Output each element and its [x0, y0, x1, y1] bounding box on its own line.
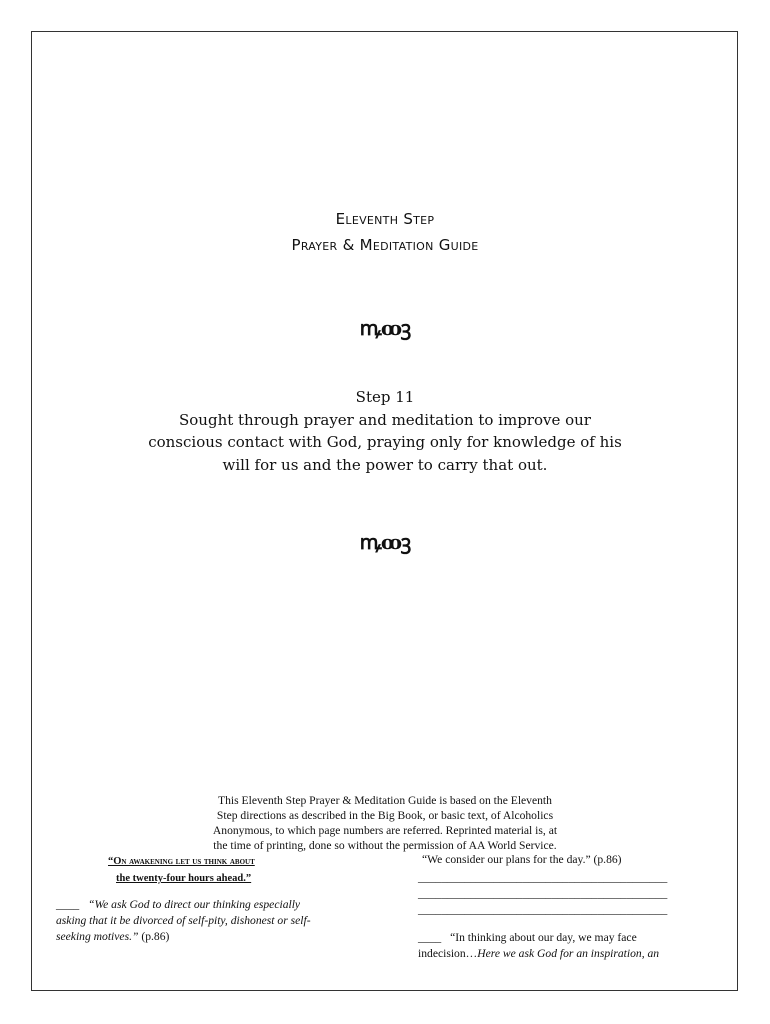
decision-quote-plain: indecision… — [418, 947, 478, 960]
step-text-line: conscious contact with God, praying only for knowledge of his — [148, 433, 622, 451]
awakening-line-2: the twenty-four hours ahead.” — [116, 873, 252, 884]
decision-quote-italic: Here we ask God for an inspiration, an — [477, 947, 660, 960]
note-line: the time of printing, done so without the permission of AA World Service. — [213, 839, 557, 852]
awakening-heading — [108, 853, 318, 887]
step-text-line: Sought through prayer and meditation to improve our — [179, 410, 591, 429]
source-note — [183, 793, 587, 853]
note-line: Anonymous, to which page numbers are referred. Reprinted material is, at — [212, 824, 558, 837]
quote-line: asking that it be divorced of self-pity, dishonest or self- — [56, 914, 311, 927]
answer-line[interactable]: ___________________________________________ — [418, 871, 668, 884]
answer-line[interactable]: ___________________________________________ — [418, 903, 668, 916]
awakening-line-1: “On awakening let us think about — [108, 856, 255, 867]
decision-quote-line: “In thinking about our day, we may face — [450, 931, 637, 944]
note-line: This Eleventh Step Prayer & Meditation Guide is based on the Eleventh — [218, 794, 552, 807]
checkbox-blank[interactable]: ____ — [56, 898, 80, 911]
self-pity-quote — [56, 897, 346, 945]
checkbox-blank[interactable]: ____ — [418, 931, 442, 944]
plans-column — [418, 852, 718, 962]
note-line: Step directions as described in the Big Book, or basic text, of Alcoholics — [216, 809, 554, 822]
step-heading: Step 11 — [355, 388, 415, 406]
quote-line: “We ask God to direct our thinking especially — [88, 898, 301, 911]
answer-line[interactable]: ___________________________________________ — [418, 887, 668, 900]
plans-quote: “We consider our plans for the day.” (p.86) — [422, 853, 622, 866]
step-11-block — [140, 386, 630, 476]
quote-line: seeking motives.” — [56, 930, 139, 943]
ornament-divider-top: ꝳꝏꝫ — [359, 316, 411, 340]
step-text-line: will for us and the power to carry that out. — [222, 455, 548, 474]
page-reference: (p.86) — [141, 930, 170, 943]
ornament-divider-bottom: ꝳꝏꝫ — [359, 530, 411, 554]
title-line-1: Eleventh Step — [335, 210, 435, 228]
title-line-2: Prayer & Meditation Guide — [291, 236, 479, 254]
